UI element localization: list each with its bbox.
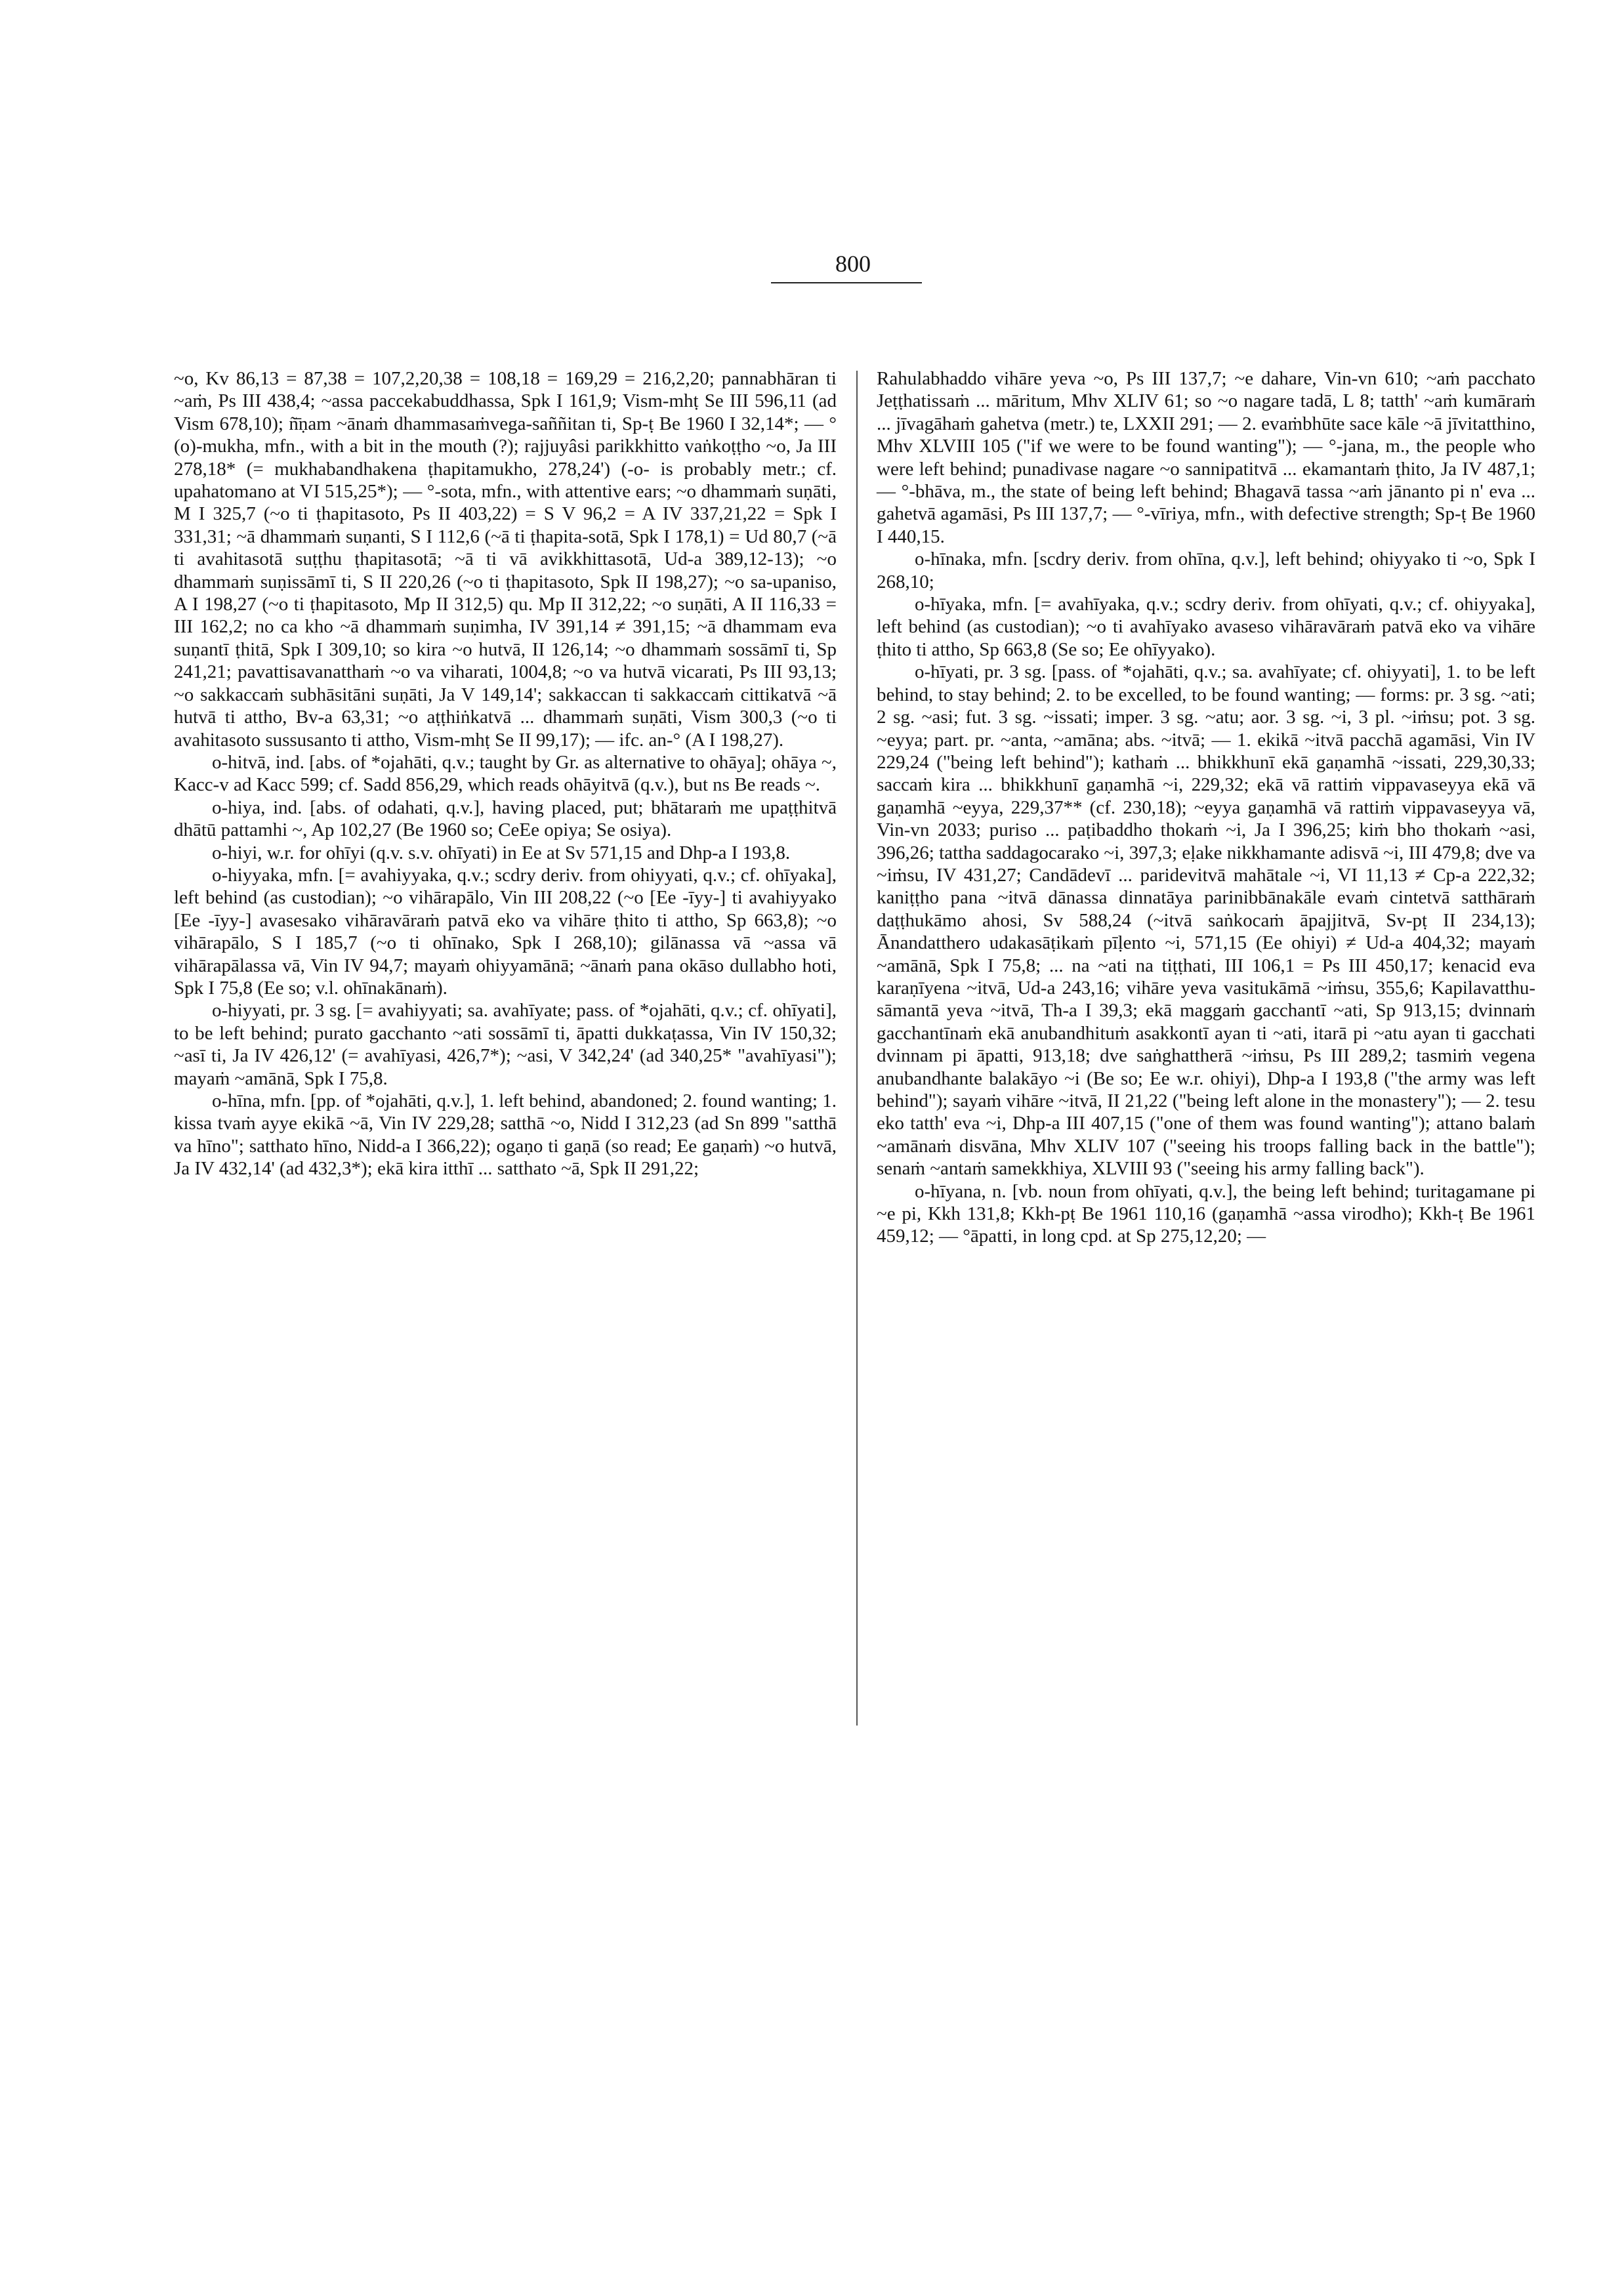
dictionary-entry: o-hīyaka, mfn. [= avahīyaka, q.v.; scdry deriv. from ohīyati, q.v.; cf. ohiyyaka], left behind (as custodian); ~o ti avahīyako avaseso vihāravāraṁ patvā eko va vihāre ṭhito ti attho, Sp 663,8 (Se so; Ee ohīyyako). — [877, 594, 1535, 660]
dictionary-entry: o-hitvā, ind. [abs. of *ojahāti, q.v.; taught by Gr. as alternative to ohāya]; ohāya ~, Kacc-v ad Kacc 599; cf. Sadd 856,29, which reads ohāyitvā (q.v.), but ns Be reads ~. — [174, 751, 837, 796]
dictionary-entry: o-hiya, ind. [abs. of odahati, q.v.], having placed, put; bhātaraṁ me upaṭṭhitvā dhātū pattamhi ~, Ap 102,27 (Be 1960 so; CeEe opiya; Se osiya). — [174, 796, 837, 841]
page-number-rule — [771, 282, 922, 283]
dictionary-entry: o-hīyati, pr. 3 sg. [pass. of *ojahāti, q.v.; sa. avahīyate; cf. ohiyyati], 1. to be left behind, to stay behind; 2. to be excelled, to be found wanting; — forms: pr. 3 sg. ~ati; 2 sg. ~asi; fut. 3 sg. ~issati; imper. 3 sg. ~atu; aor. 3 sg. ~i, 3 pl. ~iṁsu; pot. 3 sg. ~eyya; part. pr. ~anta, ~amāna; abs. ~itvā; — 1. ekikā ~itvā pacchā agamāsi, Vin IV 229,24 ("being left behind"); kathaṁ ... bhikkhunī ekā gaṇamhā ~issati, 229,30,33; saccaṁ kira ... bhikkhunī gaṇamhā ~i, 229,32; ekā vā rattiṁ vippavaseyya ekā vā gaṇamhā ~eyya, 229,37** (cf. 230,18); ~eyya gaṇamhā vā rattiṁ vippavaseyya vā, Vin-vn 2033; puriso ... paṭibaddho thokaṁ ~i, Ja I 396,25; kiṁ bho thokaṁ ~asi, 396,26; tattha saddagocarako ~i, 397,3; eḷake nikkhamante adisvā ~i, III 479,8; dve va ~iṁsu, IV 431,27; Candādevī ... paridevitvā mahātale ~i, VI 11,13 ≠ Cp-a 222,32; kaniṭṭho pana ~itvā dānassa dinnatāya parinibbānakāle evaṁ cintetvā satthāraṁ daṭṭhukāmo ahosi, Sv 588,24 (~itvā saṅkocaṁ āpajjitvā, Sv-pṭ II 234,13); Ānandatthero udakasāṭikaṁ pīḷento ~i, 571,15 (Ee ohiyi) ≠ Ud-a 404,32; mayaṁ ~amānā, Spk I 75,8; ... na ~ati na tiṭṭhati, III 106,1 = Ps III 450,17; kenacid eva karaṇīyena ~itvā, Ud-a 243,16; vihāre yeva vasitukāmā ~iṁsu, 355,6; Kapilavatthu-sāmantā yeva ~itvā, Th-a I 39,3; ekā maggaṁ gacchantī ~ati, Sp 913,15; dvinnaṁ gacchantīnaṁ ekā anubandhituṁ asakkontī ayan ti ~ati, itarā pi ~atu ayan ti gacchati dvinnam pi āpatti, 913,18; dve saṅghattherā ~iṁsu, Ps III 289,2; tasmiṁ vegena anubandhante balakāyo ~i (Be so; Ee w.r. ohiyi), Dhp-a I 193,8 ("the army was left behind"); sayaṁ vihāre ~itvā, II 21,22 ("being left alone in the monastery"); — 2. tesu eko tatth' eva ~i, Dhp-a III 407,15 ("one of them was found wanting"); attano balaṁ ~amānaṁ disvāna, Mhv XLIV 107 ("seeing his troops falling back in the battle"); senaṁ ~antaṁ samekkhiya, XLVIII 93 ("seeing his army falling back"). — [877, 661, 1535, 1180]
column-paragraph: ~o, Kv 86,13 = 87,38 = 107,2,20,38 = 108,18 = 169,29 = 216,2,20; pannabhāran ti ~aṁ, Ps III 438,4; ~assa paccekabuddhassa, Spk I 161,9; Vism-mhṭ Se III 596,11 (ad Vism 678,10); ñ̄ṇam ~ānaṁ dhammasaṁvega-saññitan ti, Sp-ṭ Be 1960 I 32,14*; — °(o)-mukha, mfn., with a bit in the mouth (?); rajjuyâsi parikkhitto vaṅkoṭṭho ~o, Ja III 278,18* (= mukhabandhakena ṭhapitamukho, 278,24') (-o- is probably metr.; cf. upahatomano at VI 515,25*); — °-sota, mfn., with attentive ears; ~o dhammaṁ suṇāti, M I 325,7 (~o ti ṭhapitasoto, Ps II 403,22) = S V 96,2 = A IV 337,21,22 = Spk I 331,31; ~ā dhammaṁ suṇanti, S I 112,6 (~ā ti ṭhapita-sotā, Spk I 178,1) = Ud 80,7 (~ā ti avahitasotā suṭṭhu ṭhapitasotā; ~ā ti vā avikkhittasotā, Ud-a 389,12-13); ~o dhammaṁ suṇissāmī ti, S II 220,26 (~o ti ṭhapitasoto, Spk II 198,27); ~o sa-upaniso, A I 198,27 (~o ti ṭhapitasoto, Mp II 312,5) qu. Mp II 312,22; ~o suṇāti, A II 116,33 = III 162,2; no ca kho ~ā dhammaṁ suṇimha, IV 391,14 ≠ 391,15; ~ā dhammam eva suṇantī ṭhitā, Spk I 309,10; so kira ~o hutvā, II 126,14; ~o dhammaṁ sossāmī ti, Sp 241,21; pavattisavanatthaṁ ~o va viharati, 1004,8; ~o va hutvā vicarati, Ps III 93,13; ~o sakkaccaṁ subhāsitāni suṇāti, Ja V 149,14'; sakkaccan ti sakkaccaṁ cittikatvā ~ā hutvā ti attho, Bv-a 63,31; ~o aṭṭhiṅkatvā ... dhammaṁ suṇāti, Vism 300,3 (~o ti avahitasoto sussusanto ti attho, Vism-mhṭ Se II 99,17); — ifc. an-° (A I 198,27). — [174, 368, 837, 751]
dictionary-entry: o-hīna, mfn. [pp. of *ojahāti, q.v.], 1. left behind, abandoned; 2. found wanting; 1. kissa tvaṁ ayye ekikā ~ā, Vin IV 229,28; satthā ~o, Nidd I 312,23 (ad Sn 899 "satthā va hīno"; satthato hīno, Nidd-a I 366,22); ogaṇo ti gaṇā (so read; Ee gaṇaṁ) ~o hutvā, Ja IV 432,14' (ad 432,3*); ekā kira itthī ... satthato ~ā, Spk II 291,22; — [174, 1090, 837, 1180]
dictionary-entry: o-hiyyati, pr. 3 sg. [= avahiyyati; sa. avahīyate; pass. of *ojahāti, q.v.; cf. ohīyati], to be left behind; purato gacchanto ~ati sossāmī ti, āpatti dukkaṭassa, Vin IV 150,32; ~asī ti, Ja IV 426,12' (= avahīyasi, 426,7*); ~asi, V 342,24' (ad 340,25* "avahīyasi"); mayaṁ ~amānā, Spk I 75,8. — [174, 1000, 837, 1089]
left-column — [174, 367, 837, 1180]
dictionary-entry: o-hīyana, n. [vb. noun from ohīyati, q.v.], the being left behind; turitagamane pi ~e pi, Kkh 131,8; Kkh-pṭ Be 1961 110,16 (gaṇamhā ~assa virodho); Kkh-ṭ Be 1961 459,12; — °āpatti, in long cpd. at Sp 275,12,20; — — [877, 1180, 1535, 1247]
column-paragraph: Rahulabhaddo vihāre yeva ~o, Ps III 137,7; ~e dahare, Vin-vn 610; ~aṁ pacchato Jeṭṭhatissaṁ ... māritum, Mhv XLIV 61; so ~o nagare tadā, L 8; tatth' ~aṁ kumāraṁ ... jīvagāhaṁ gahetva (metr.) te, LXXII 291; — 2. evaṁbhūte sace kāle ~ā jīvitatthino, Mhv XLVIII 105 ("if we were to be found wanting"); — °-jana, m., the people who were left behind; punadivase nagare ~o sannipatitvā ... ekamantaṁ ṭhito, Ja IV 487,1; — °-bhāva, m., the state of being left behind; Bhagavā tassa ~aṁ jānanto pi n' eva ... gahetvā agamāsi, Ps III 137,7; — °-vīriya, mfn., with defective strength; Sp-ṭ Be 1960 I 440,15. — [877, 368, 1535, 547]
right-column — [877, 367, 1535, 1248]
dictionary-entry: o-hiyyaka, mfn. [= avahiyyaka, q.v.; scdry deriv. from ohiyyati, q.v.; cf. ohīyaka], left behind (as custodian); ~o vihārapālo, Vin III 208,22 (~o [Ee -īyy-] ti avahiyyako [Ee -īyy-] avasesako vihāravāraṁ patvā eko va vihāre ṭhito ti attho, Sp 663,8); ~o vihārapālo, S I 185,7 (~o ti ohīnako, Spk I 268,10); gilānassa vā ~assa vā vihārapālassa vā, Vin IV 94,7; mayaṁ ohiyyamānā; ~ānaṁ pana okāso dullabho hoti, Spk I 75,8 (Ee so; v.l. ohīnakānaṁ). — [174, 864, 837, 999]
page-number: 800 — [835, 251, 871, 277]
dictionary-entry: o-hīnaka, mfn. [scdry deriv. from ohīna, q.v.], left behind; ohiyyako ti ~o, Spk I 268,10; — [877, 548, 1535, 592]
dictionary-entry: o-hiyi, w.r. for ohīyi (q.v. s.v. ohīyati) in Ee at Sv 571,15 and Dhp-a I 193,8. — [212, 842, 791, 863]
column-divider — [856, 371, 858, 1726]
